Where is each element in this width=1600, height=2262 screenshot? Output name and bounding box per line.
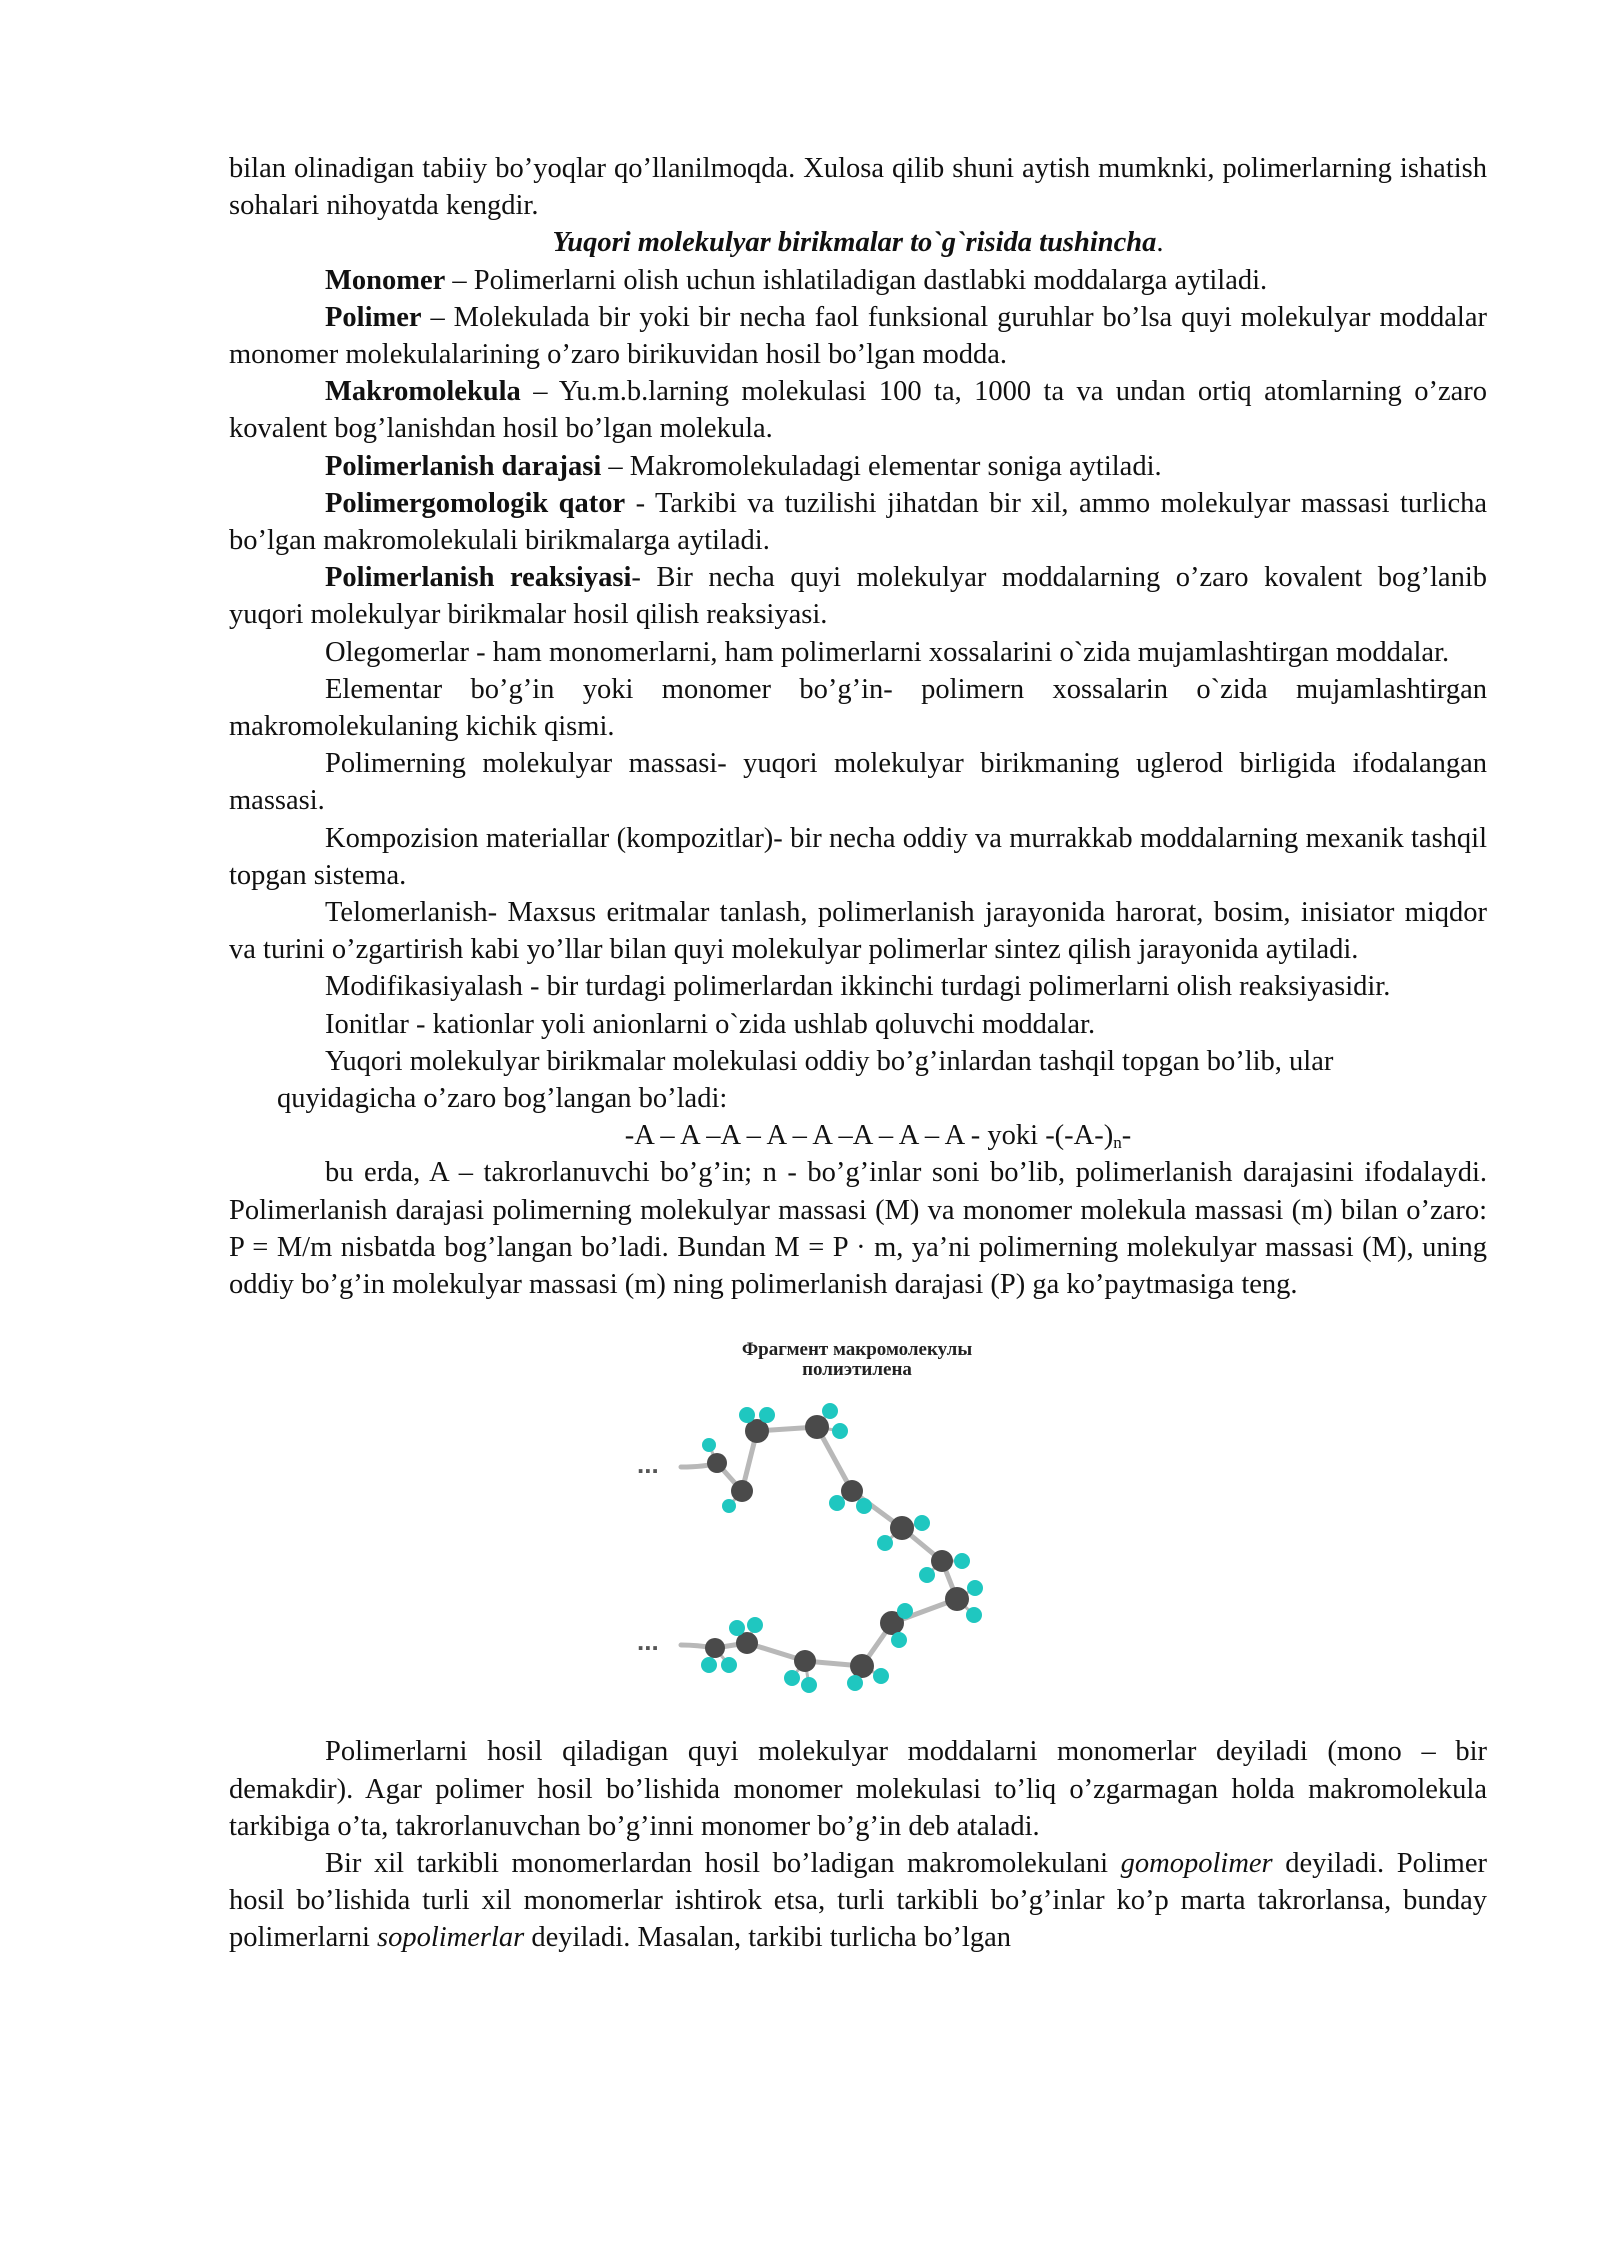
carbon-atom [945,1587,969,1611]
hydrogen-atom [856,1498,872,1514]
formula-subscript: n [1113,1133,1122,1153]
definition-text: - Tarkibi va tuzilishi jihatdan bir xil, ammo molekulyar massasi turlicha bo’lgan makromolekulali birikmalarga aytiladi. [229,487,1487,557]
paragraph-elementar-bogin: Elementar bo’g’in yoki monomer bo’g’in- polimern xossalarin o`zida mujamlashtirgan makromolekulaning kichik qismi. [229,673,1487,743]
hydrogen-atom [967,1580,983,1596]
paragraph-text: Bir xil tarkibli monomerlardan hosil bo’ladigan makromolekulani [325,1847,1121,1879]
term-polimerlanish-reaksiyasi: Polimerlanish reaksiyasi [325,562,632,594]
definition-makromolekula [229,373,1487,447]
definition-text: – Molekulada bir yoki bir necha faol funksional guruhlar bo’lsa quyi molekulyar moddalar monomer molekulalarining o’zaro birikuvidan hosil bo’lgan modda. [229,301,1487,371]
hydrogen-atom [954,1553,970,1569]
paragraph-telomerlanish: Telomerlanish- Maxsus eritmalar tanlash, polimerlanish jarayonida harorat, bosim, inisiator miqdor va turini o’zgartirish kabi yo’llar bilan quyi molekulyar polimerlar sintez qilish jarayonida aytiladi. [229,897,1487,966]
paragraph-modifikasiyalash: Modifikasiyalash - bir turdagi polimerlardan ikkinchi turdagi polimerlarni olish reaksiyasidir. [325,971,1391,1003]
polyethylene-fragment-figure [637,1303,1077,1723]
figure-container [229,1303,1487,1733]
definition-polimergomologik-qator [229,485,1487,559]
hydrogen-atom [877,1535,893,1551]
hydrogen-atom [832,1423,848,1439]
carbon-atom [705,1638,725,1658]
paragraph-gomopolimer [229,1845,1487,1957]
document-body [229,150,1487,1957]
hydrogen-atom [722,1499,736,1513]
hydrogen-atom [914,1515,930,1531]
hydrogen-atom [729,1620,745,1636]
hydrogen-atom [702,1438,716,1452]
definition-text: – Makromolekuladagi elementar soniga aytiladi. [601,450,1162,482]
section-heading [229,224,1487,261]
paragraph-boglanish: quyidagicha o’zaro bog’langan bo’ladi: [277,1083,728,1115]
term-sopolimerlar: sopolimerlar [377,1922,525,1954]
heading-text: Yuqori molekulyar birikmalar to`g`risida tushincha [552,227,1157,259]
definition-polimerlanish-reaksiyasi [229,559,1487,633]
paragraph-yuqori-molekulyar: Yuqori molekulyar birikmalar molekulasi oddiy bo’g’inlardan tashqil topgan bo’lib, ular [325,1045,1334,1077]
definition-polimerlanish-darajasi [229,448,1487,485]
hydrogen-atom [829,1495,845,1511]
paragraph-molekulyar-massa: Polimerning molekulyar massasi- yuqori molekulyar birikmaning uglerod birligida ifodalangan massasi. [229,748,1487,817]
paragraph-explanation: bu erda, A – takrorlanuvchi bo’g’in; n - bo’g’inlar soni bo’lib, polimerlanish darajasini ifodalaydi. Polimerlanish darajasi polimerning molekulyar massasi (M) va monomer molekula massasi (m) bilan o’zaro: P = M/m nisbatda bog’langan bo’ladi. Bundan M = P · m, ya’ni polimerning molekulyar massasi (M), uning oddiy bo’g’in molekulyar massasi (m) ning polimerlanish darajasi (P) ga ko’paytmasiga teng. [229,1157,1487,1301]
definition-text: – Polimerlarni olish uchun ishlatiladigan dastlabki moddalarga aytiladi. [445,264,1268,296]
hydrogen-atom [801,1677,817,1693]
figure-title-line2: полиэтилена [802,1359,912,1381]
term-makromolekula: Makromolekula [325,376,521,408]
hydrogen-atom [747,1617,763,1633]
term-polimer: Polimer [325,301,422,333]
hydrogen-atom [873,1668,889,1684]
term-gomopolimer: gomopolimer [1120,1847,1273,1879]
carbon-atom [850,1654,874,1678]
paragraph-olegomerlar: Olegomerlar - ham monomerlarni, ham polimerlarni xossalarini o`zida mujamlashtirgan moddalar. [325,636,1450,668]
definition-monomer [229,262,1487,299]
paragraph-ionitlar: Ionitlar - kationlar yoli anionlarni o`zida ushlab qoluvchi moddalar. [325,1008,1096,1040]
carbon-atoms [705,1415,969,1678]
hydrogen-atom [739,1407,755,1423]
intro-paragraph: bilan olinadigan tabiiy bo’yoqlar qo’llanilmoqda. Xulosa qilib shuni aytish mumknki, polimerlarning ishatish sohalari nihoyatda kengdir. [229,153,1487,222]
carbon-atom [890,1516,914,1540]
figure-title-line1: Фрагмент макромолекулы [741,1339,973,1361]
carbon-atom [841,1480,863,1502]
heading-period: . [1156,227,1164,259]
paragraph-text: deyiladi. Polimer hosil bo’lishida turli xil monomerlar ishtirok etsa, turli tarkibli bo’g’inlar ko’p marta takrorlansa, bunday polimerlarni [229,1847,1487,1954]
hydrogen-atom [919,1567,935,1583]
hydrogen-atom [822,1403,838,1419]
hydrogen-atom [891,1632,907,1648]
carbon-atom [731,1480,753,1502]
carbon-atom [805,1415,829,1439]
definition-text: - Bir necha quyi molekulyar moddalarning o’zaro kovalent bog’lanib yuqori molekulyar birikmalar hosil qilish reaksiyasi. [229,562,1487,631]
hydrogen-atom [897,1603,913,1619]
carbon-atom [931,1550,953,1572]
term-monomer: Monomer [325,264,446,296]
carbon-atom [707,1453,727,1473]
hydrogen-atom [966,1607,982,1623]
definition-text: – Yu.m.b.larning molekulasi 100 ta, 1000 ta va undan ortiq atomlarning o’zaro kovalent bog’lanishdan hosil bo’lgan molekula. [229,376,1487,445]
paragraph-monomerlar: Polimerlarni hosil qiladigan quyi molekulyar moddalarni monomerlar deyiladi (mono – bir demakdir). Agar polimer hosil bo’lishida monomer molekulasi to’liq o’zgarmagan holda makromolekula tarkibiga o’ta, takrorlanuvchan bo’g’inni monomer bo’g’in deb ataladi. [229,1736,1487,1842]
hydrogen-atom [721,1657,737,1673]
term-polimergomologik-qator: Polimergomologik qator [325,487,626,519]
polymer-formula [229,1117,1487,1154]
formula-text: -A – A –A – A – A –A – A – A - yoki -(-A-) [624,1120,1114,1152]
hydrogen-atom [784,1670,800,1686]
hydrogen-atom [701,1657,717,1673]
formula-tail: - [1121,1120,1132,1152]
carbon-atom [794,1650,816,1672]
hydrogen-atom [847,1675,863,1691]
term-polimerlanish-darajasi: Polimerlanish darajasi [325,450,602,482]
hydrogen-atom [759,1407,775,1423]
definition-polimer [229,299,1487,373]
paragraph-kompozision: Kompozision materiallar (kompozitlar)- bir necha oddiy va murrakkab moddalarning mexanik tashqil topgan sistema. [229,822,1487,891]
paragraph-text: deyiladi. Masalan, tarkibi turlicha bo’lgan [524,1922,1011,1954]
chain-ellipsis-top: ... [637,1449,659,1480]
chain-ellipsis-bottom: ... [637,1626,659,1657]
